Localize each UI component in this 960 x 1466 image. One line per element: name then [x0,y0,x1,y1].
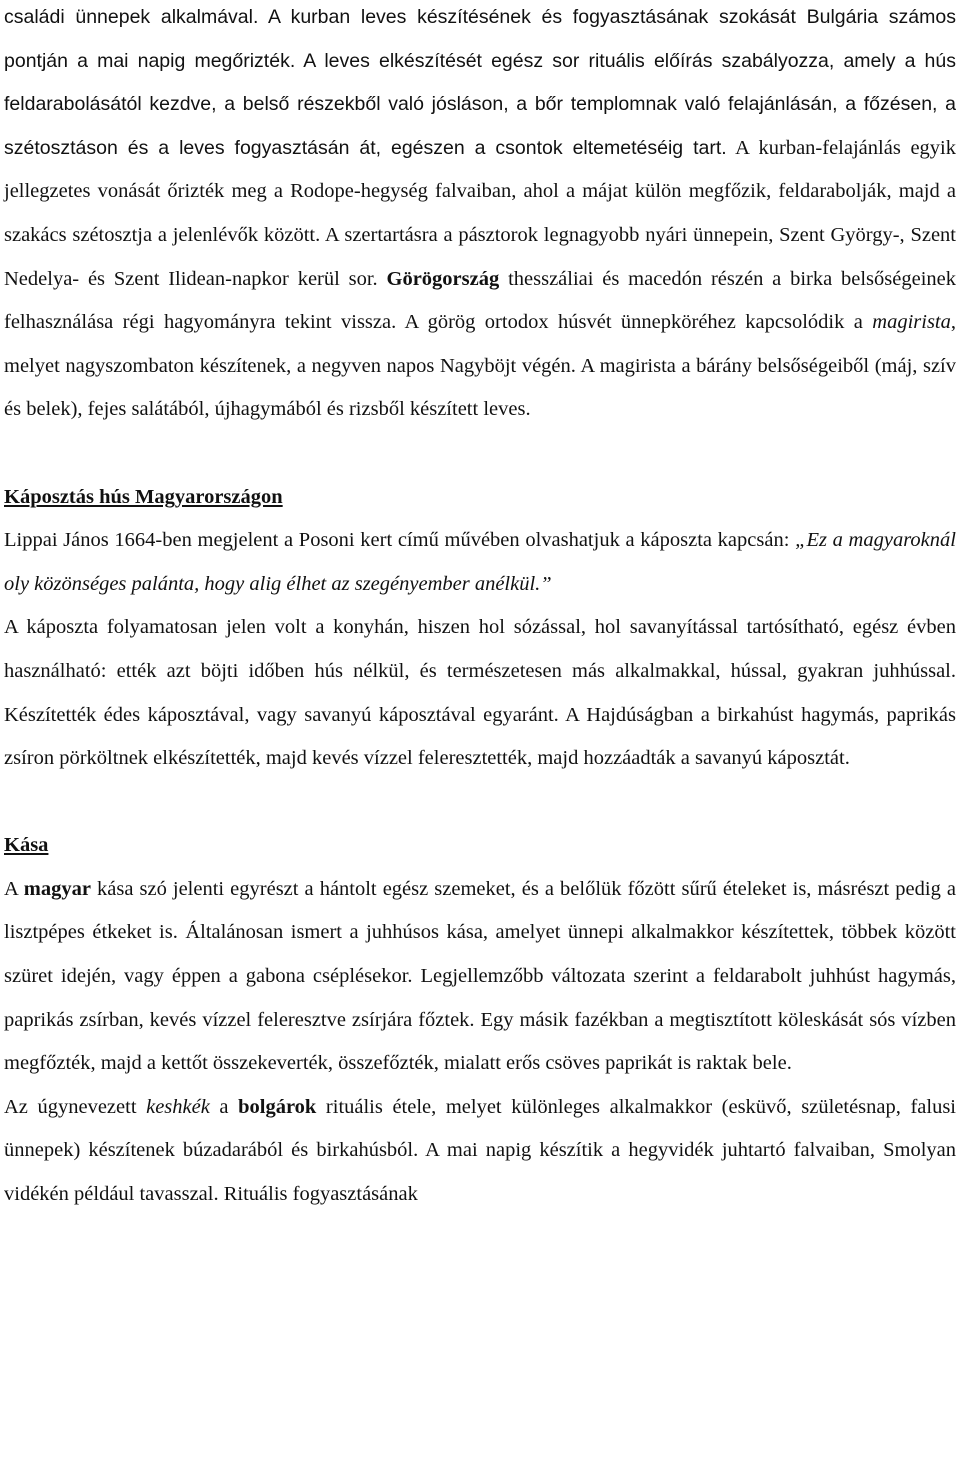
bold-term-magyar: magyar [23,877,91,900]
paragraph-lippai-quote [4,519,956,606]
text-segment: rituális étele, melyet különleges alkalmakkor (esküvő, születésnap, falusi ünnepek) készítenek búzadarából és birkahúsból. A mai napig készítik a hegyvidék juhtartó falvaiban, Smolyan vidékén például tavasszal. Rituális fogyasztásának [4,1095,956,1206]
italic-term-keshkek: keshkék [146,1095,210,1118]
text-segment: A [4,877,24,900]
text-segment: kása szó jelenti egyrészt a hántolt egész szemeket, és a belőlük főzött sűrű ételeket is, másrészt pedig a lisztpépes étkeket is. Általánosan ismert a juhhúsos kása, amelyet ünnepi alkalmakkor készítettek, többek között szüret idején, vagy éppen a gabona cséplésekor. Legjellemzőbb változata szerint a feldarabolt juhhúst hagymás, paprikás zsírban, kevés vízzel feleresztve zsírjára főztek. Egy másik fazékban a megtisztított köleskását sós vízben megfőzték, majd a kettőt összekeverték, összefőzték, mialatt erős csöves paprikát is raktak bele. [4,877,956,1075]
text-segment: Az úgynevezett [4,1095,147,1118]
text-segment: a [209,1095,239,1118]
heading-text: Kása [4,834,49,857]
text-segment: A szertartásra a pásztorok legnagyobb nyári ünnepein, Szent György-, Szent Nedelya- és Szent Ilidean-napkor kerül sor. [4,223,957,290]
text-segment: , melyet nagyszombaton készítenek, a negyven napos Nagyböjt végén. A magirista a bárány belsőségeiből (máj, szív és belek), fejes salátából, újhagymából és rizsből készített leves. [4,311,956,421]
bold-term-greece: Görögország [386,267,500,290]
paragraph-bulgaria-greece [4,0,956,432]
document-page [4,0,956,1217]
section-heading-kasa [4,824,956,868]
text-segment: Lippai János 1664-ben megjelent a Posoni kert című művében olvashatjuk a káposzta kapcsán: [4,529,796,552]
paragraph-gap [4,432,956,476]
heading-text: Káposztás hús Magyarországon [4,485,283,508]
paragraph-gap [4,781,956,825]
text-segment: A káposzta folyamatosan jelen volt a konyhán, hiszen hol sózással, hol savanyítással tartósítható, egész évben használható: ették azt böjti időben hús nélkül, és természetesen más alkalmakkal, hússal, gyakran juhhússal. Készítették édes káposztával, vagy savanyú káposztával egyaránt. A Hajdúságban a birkahúst hagymás, paprikás zsíron pörköltnek elkészítették, majd kevés vízzel feleresztették, majd hozzáadták a savanyú káposztát. [4,616,956,770]
paragraph-keshkek [4,1086,956,1217]
bold-term-bolgarok: bolgárok [238,1095,317,1118]
text-segment: családi ünnepek alkalmával. A kurban leves készítésének és fogyasztásának szokását Bulgária számos pontján a mai napig megőrizték. A leves elkészítését egész sor rituális előírás szabályozza, amely a hús feldarabolásától kezdve, a belső részekből való jósláson, a bőr templomnak való felajánlásán, a főzésen, a szétosztáson és a leves fogyasztásán át, egészen a csontok eltemetéséig tart. [4,6,956,159]
paragraph-magyar-kasa [4,868,956,1086]
text-segment: thesszáliai és macedón részén a birka belsőségeinek felhasználása régi hagyományra tekint vissza. A görög ortodox húsvét ünnepköréhez kapcsolódik a [4,267,957,334]
italic-term-magirista: magirista [872,311,951,334]
section-heading-kaposztas-hus [4,476,956,520]
italic-quote: „Ez a magyaroknál oly közönséges palánta, hogy alig élhet az szegényember anélkül.” [4,529,956,595]
paragraph-kaposzta-konyha [4,606,956,780]
text-segment: A kurban-felajánlás egyik jellegzetes vonását őrizték meg a Rodope-hegység falvaiban, ahol a májat külön megfőzik, feldarabolják, majd a szakács szétosztja a jelenlévők között. [4,136,956,246]
